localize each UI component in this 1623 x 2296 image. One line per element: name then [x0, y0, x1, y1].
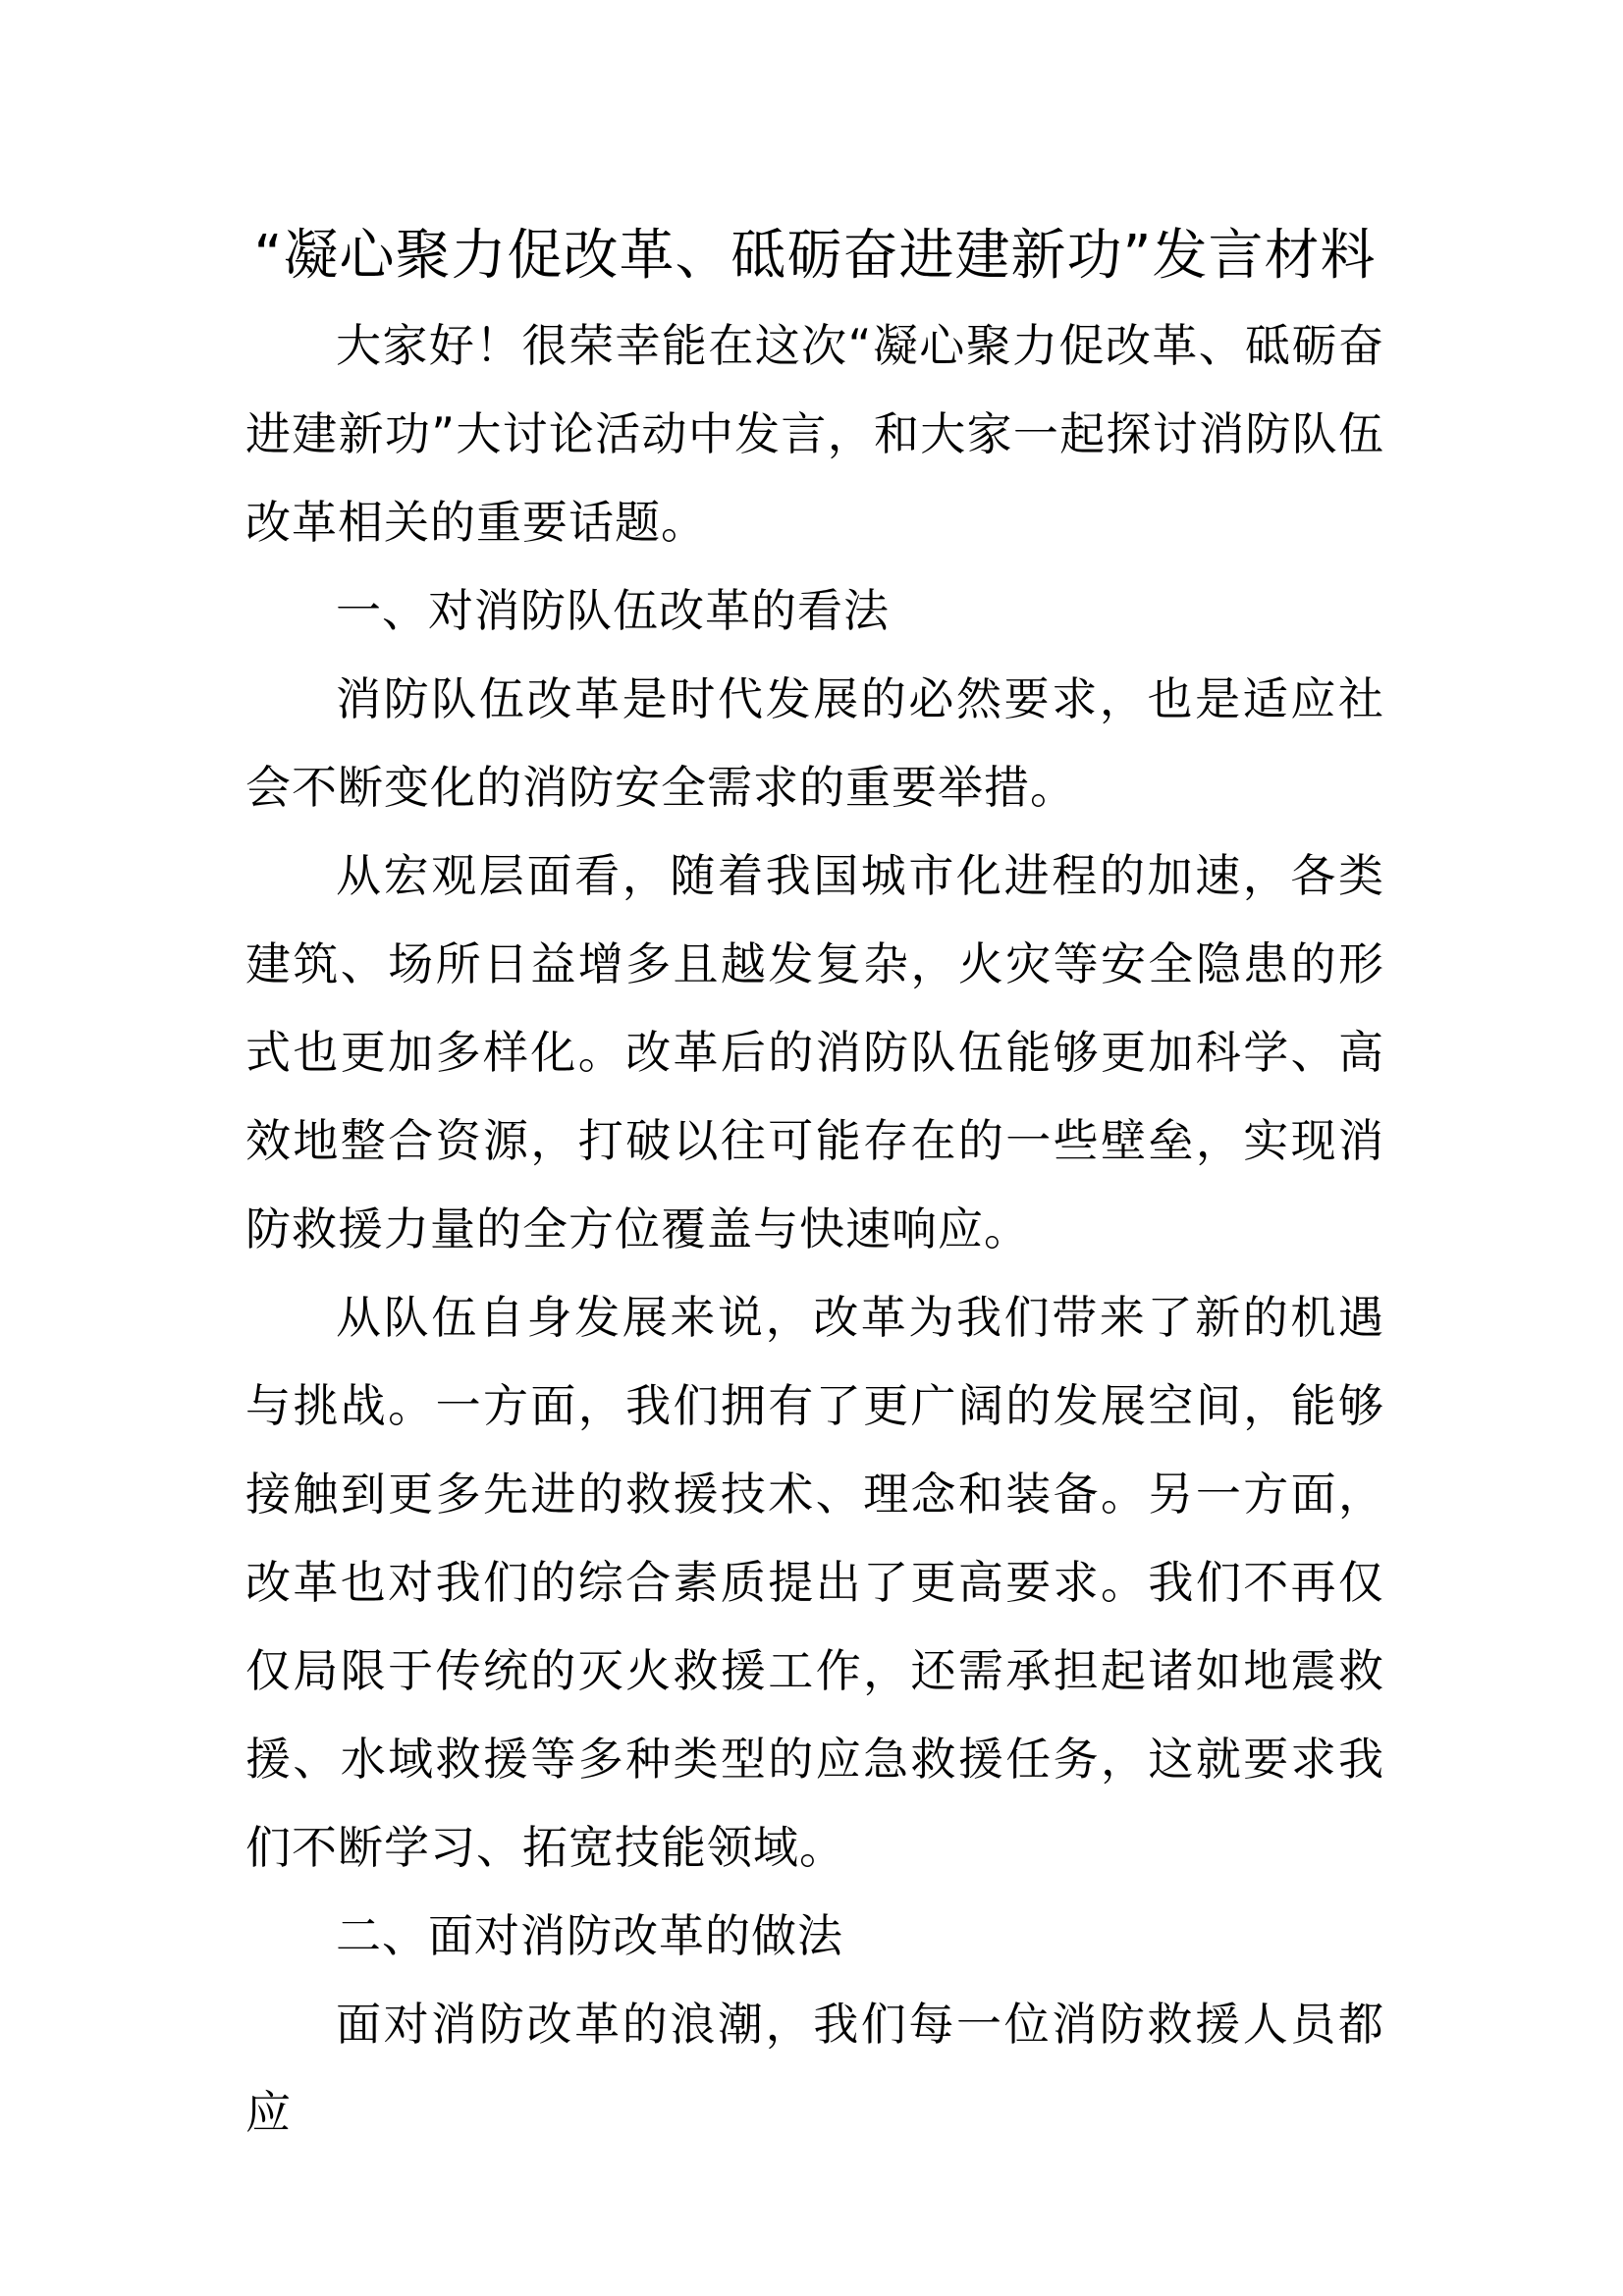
paragraph: 从宏观层面看，随着我国城市化进程的加速，各类建筑、场所日益增多且越发复杂，火灾等安全隐患的形式也更加多样化。改革后的消防队伍能够更加科学、高效地整合资源，打破以往可能存在的一些壁垒，实现消防救援力量的全方位覆盖与快速响应。 [245, 849, 1384, 1255]
section-1-heading: 一、对消防队伍改革的看法 [336, 584, 890, 637]
intro-paragraph: 大家好！很荣幸能在这次“凝心聚力促改革、砥砺奋进建新功”大讨论活动中发言，和大家一起探讨消防队伍改革相关的重要话题。 [245, 319, 1384, 549]
document-body [245, 211, 1384, 2157]
paragraph: 从队伍自身发展来说，改革为我们带来了新的机遇与挑战。一方面，我们拥有了更广阔的发展空间，能够接触到更多先进的救援技术、理念和装备。另一方面，改革也对我们的综合素质提出了更高要求。我们不再仅仅局限于传统的灭火救援工作，还需承担起诸如地震救援、水域救援等多种类型的应急救援任务，这就要求我们不断学习、拓宽技能领域。 [245, 1291, 1384, 1874]
paragraph: 消防队伍改革是时代发展的必然要求，也是适应社会不断变化的消防安全需求的重要举措。 [245, 672, 1384, 814]
paragraph: 面对消防改革的浪潮，我们每一位消防救援人员都应 [245, 1998, 1384, 2139]
section-2-heading: 二、面对消防改革的做法 [336, 1909, 843, 1962]
document-title: “凝心聚力促改革、砥砺奋进建新功”发言材料 [253, 224, 1377, 288]
